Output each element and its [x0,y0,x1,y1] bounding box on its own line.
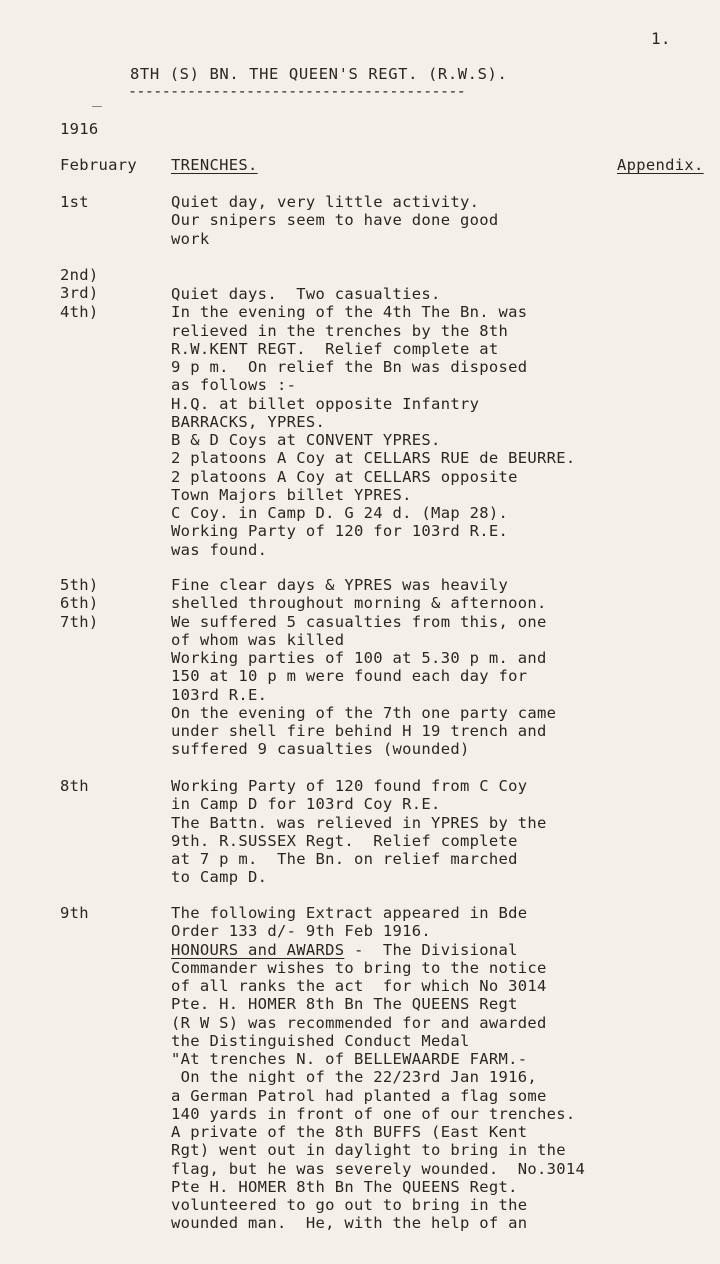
day-label: 7th) [60,612,99,631]
entry-line: Town Majors billet YPRES. [171,485,412,504]
entry-line: Rgt) went out in daylight to bring in the [171,1141,566,1160]
entry-line: Working parties of 100 at 5.30 p m. and [171,649,547,667]
entry-line: Quiet days. Two casualties. [171,285,441,303]
entry-line: Working Party of 120 found from C Coy [171,777,528,795]
entry-line: under shell fire behind H 19 trench and [171,722,547,740]
entry-line: C Coy. in Camp D. G 24 d. (Map 28). [171,504,509,522]
day-label: 4th) [60,302,99,321]
entry-line: B & D Coys at CONVENT YPRES. [171,431,441,449]
entry-line: wounded man. He, with the help of an [171,1214,528,1233]
entry-line: of whom was killed [171,630,345,649]
entry-line: (R W S) was recommended for and awarded [171,1013,547,1032]
day-label: 9th [60,904,89,922]
entry-1-days [60,193,89,211]
entry-line: A private of the 8th BUFFS (East Kent [171,1123,528,1141]
day-label: 5th) [60,576,99,594]
title-underline: ---------------------------------------- [128,82,466,100]
entry-2-text [171,285,576,559]
entry-5-days [60,904,89,922]
entry-line: volunteered to go out to bring in the [171,1196,528,1214]
entry-line: 2 platoons A Coy at CELLARS RUE de BEURRE. [171,449,576,468]
entry-line: 9 p m. On relief the Bn was disposed [171,358,528,376]
entry-line: H.Q. at billet opposite Infantry [171,394,480,413]
entry-2-days [60,266,99,321]
entry-line: R.W.KENT REGT. Relief complete at [171,339,499,358]
entry-line: to Camp D. [171,868,268,887]
entry-line: 9th. R.SUSSEX Regt. Relief complete [171,831,518,850]
entry-line: work [171,229,210,248]
entry-line: Our snipers seem to have done good [171,211,499,230]
entry-line: was found. [171,540,268,559]
entry-line: relieved in the trenches by the 8th [171,321,509,340]
day-label: 3rd) [60,284,99,303]
entry-4-days [60,777,89,795]
entry-line: The following Extract appeared in Bde [171,904,528,922]
entry-line: a German Patrol had planted a flag some [171,1086,547,1105]
entry-line: Order 133 d/- 9th Feb 1916. [171,922,432,941]
entry-1-text [171,193,498,248]
page-number: 1. [651,29,671,48]
entry-line: Pte H. HOMER 8th Bn The QUEENS Regt. [171,1177,518,1196]
day-label: 2nd) [60,266,99,284]
entry-line: at 7 p m. The Bn. on relief marched [171,850,518,868]
entry-3-text [171,576,556,759]
entry-line: as follows :- [171,376,297,395]
margin-tick [92,106,102,107]
entry-line: shelled throughout morning & afternoon. [171,594,547,613]
entry-line: HONOURS and AWARDS - The Divisional [171,940,518,959]
document-title: 8TH (S) BN. THE QUEEN'S REGT. (R.W.S). [130,65,508,83]
entry-5-text [171,904,585,1233]
entry-line: "At trenches N. of BELLEWAARDE FARM.- [171,1050,528,1068]
honours-heading: HONOURS and AWARDS [171,940,345,959]
entry-line: Commander wishes to bring to the notice [171,958,547,977]
entry-line: Quiet day, very little activity. [171,193,480,211]
entry-line: of all ranks the act for which No 3014 [171,977,547,995]
entry-line: suffered 9 casualties (wounded) [171,740,470,759]
year: 1916 [60,120,99,138]
day-label: 6th) [60,594,99,613]
entry-line: 150 at 10 p m were found each day for [171,667,528,686]
location-heading: TRENCHES. [171,156,258,174]
entry-line: Pte. H. HOMER 8th Bn The QUEENS Regt [171,995,518,1014]
entry-line: In the evening of the 4th The Bn. was [171,303,528,322]
entry-3-days [60,576,99,631]
entry-line: We suffered 5 casualties from this, one [171,612,547,631]
entry-line: 2 platoons A Coy at CELLARS opposite [171,467,518,486]
day-label: 8th [60,777,89,795]
entry-line: On the evening of the 7th one party came [171,703,557,722]
entry-line: On the night of the 22/23rd Jan 1916, [171,1068,538,1087]
entry-line: 140 yards in front of one of our trenches. [171,1104,576,1123]
entry-line: The Battn. was relieved in YPRES by the [171,813,547,832]
entry-line: Working Party of 120 for 103rd R.E. [171,522,509,541]
entry-line: the Distinguished Conduct Medal [171,1031,470,1050]
entry-line: 103rd R.E. [171,685,268,704]
entry-line: flag, but he was severely wounded. No.3014 [171,1159,586,1178]
month-label: February [60,156,138,174]
day-label: 1st [60,193,89,211]
entry-line: BARRACKS, YPRES. [171,412,326,431]
entry-line: Fine clear days & YPRES was heavily [171,576,509,594]
entry-line: in Camp D for 103rd Coy R.E. [171,795,441,814]
appendix-heading: Appendix. [617,156,704,174]
entry-4-text [171,777,547,887]
